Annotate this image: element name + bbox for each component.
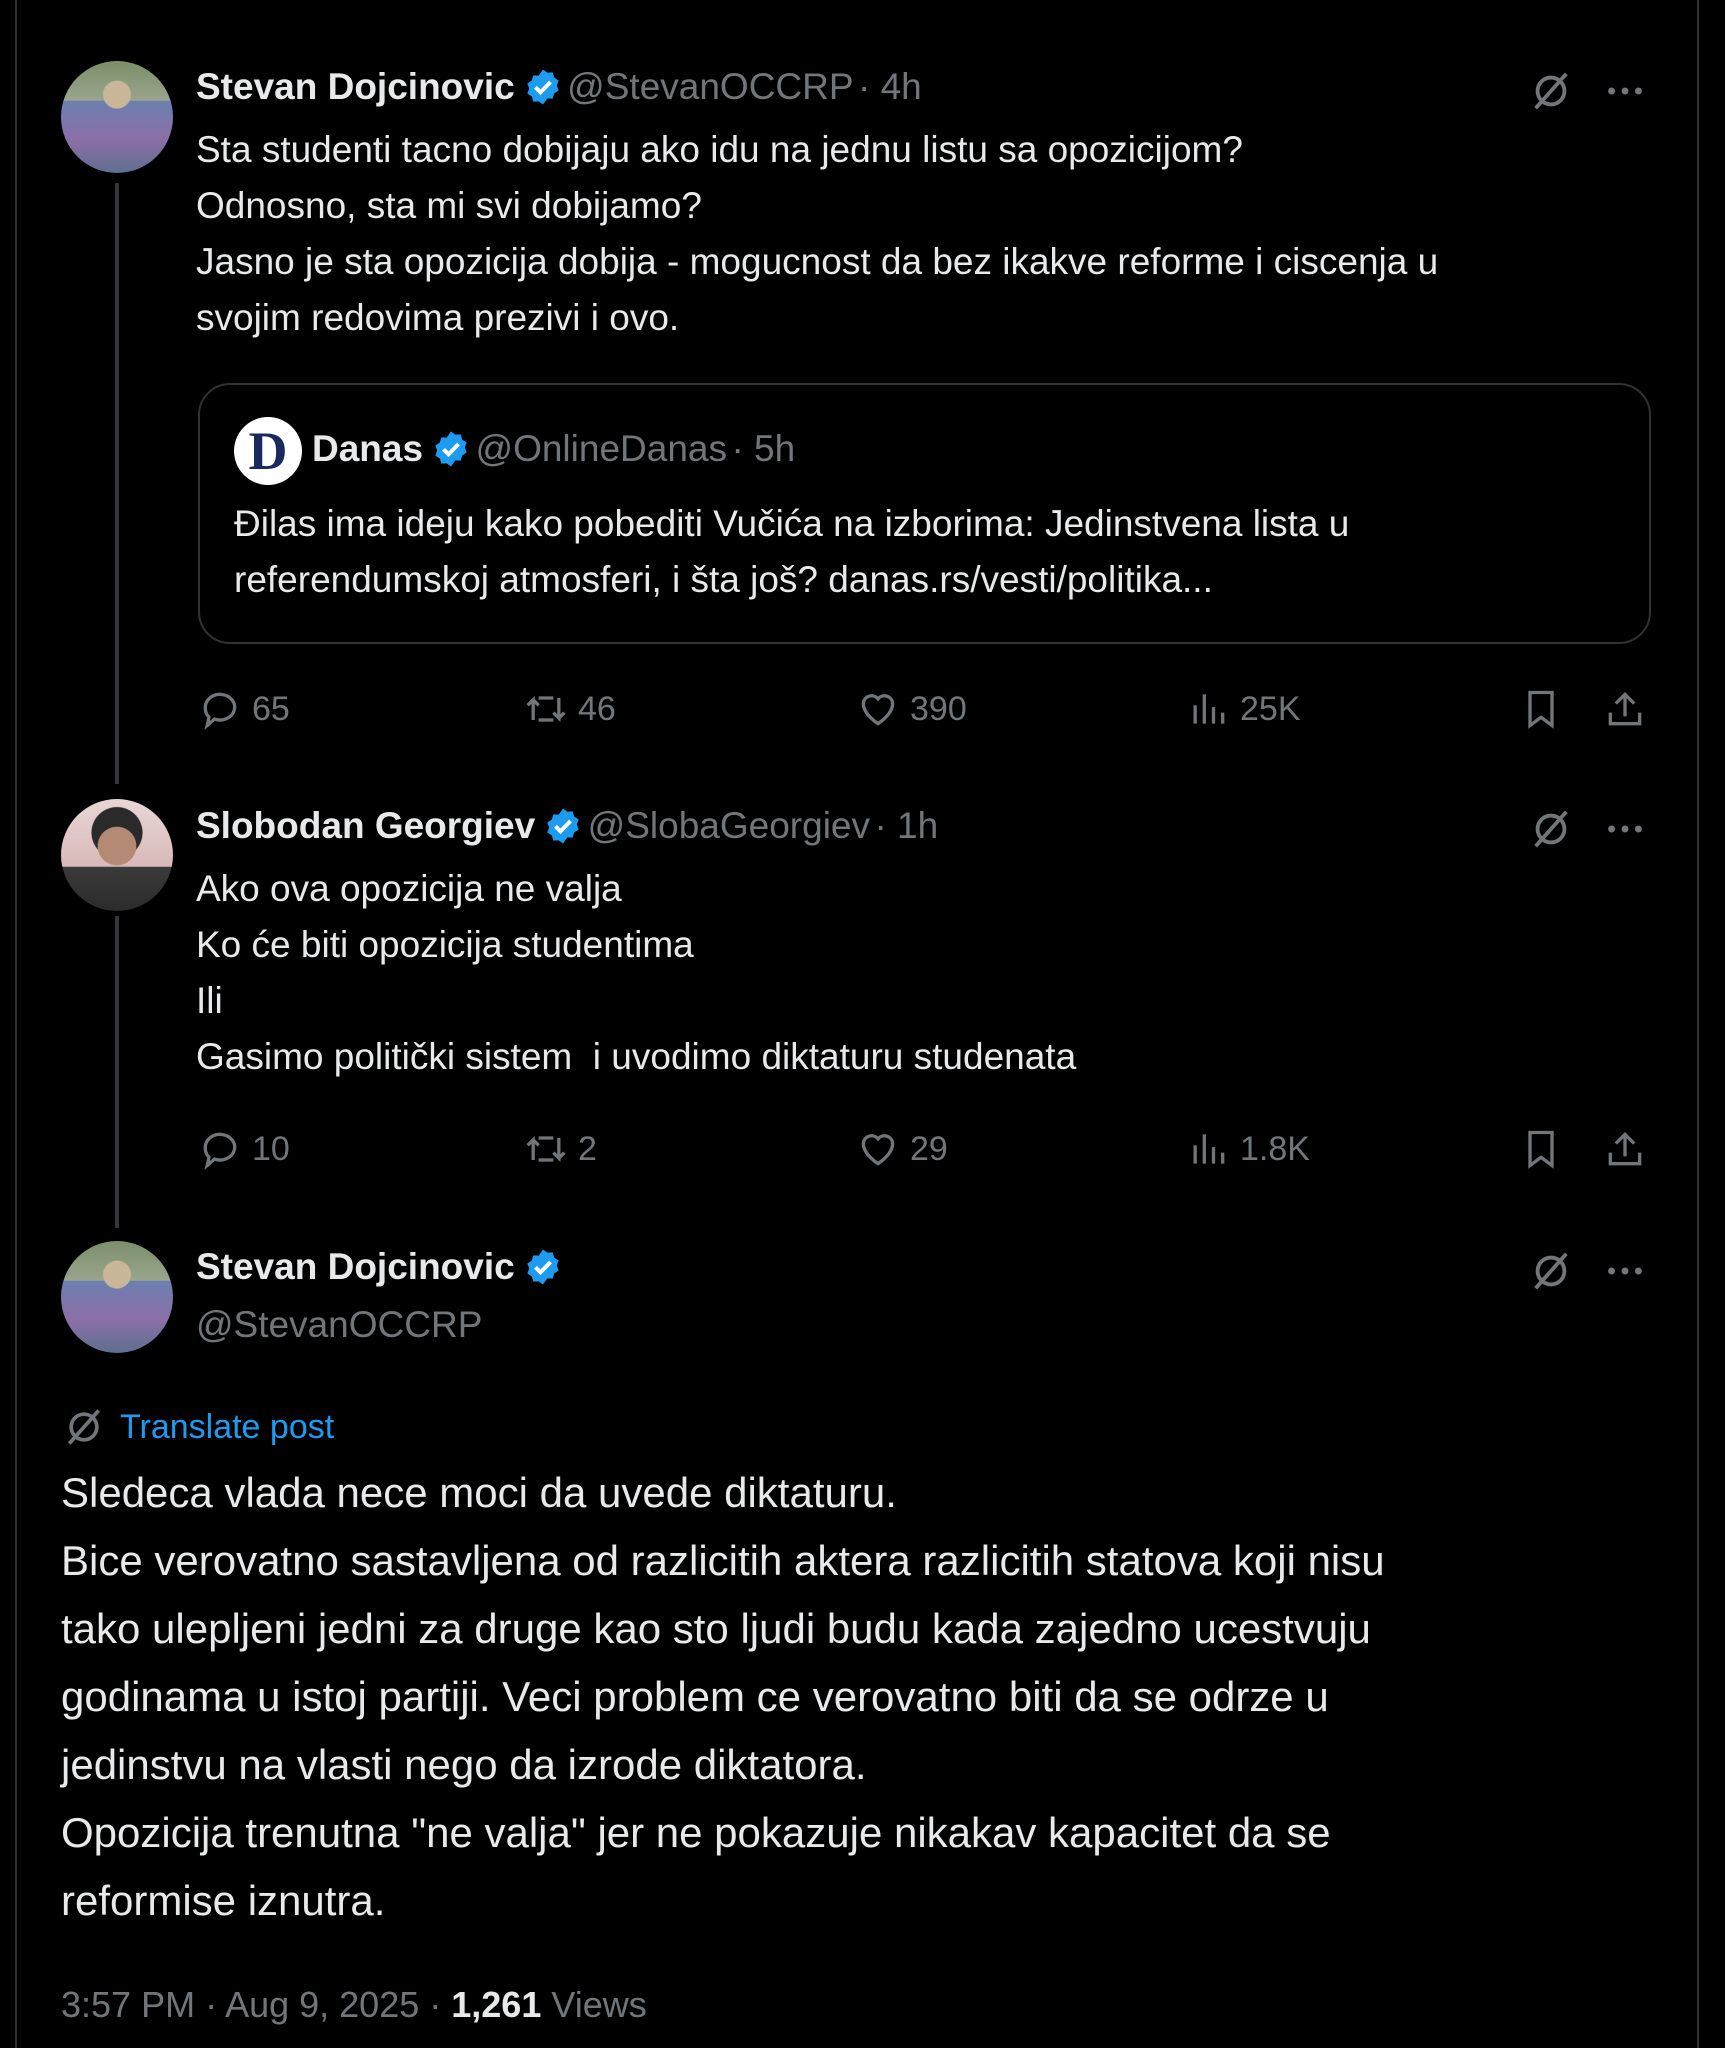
views-icon	[1186, 1127, 1230, 1171]
avatar[interactable]	[61, 799, 173, 911]
like-count: 390	[910, 689, 967, 728]
bookmark-icon	[1519, 687, 1563, 731]
text-line: Sledeca vlada nece moci da uvede diktaturu.	[61, 1469, 897, 1516]
text-line: godinama u istoj partiji. Veci problem ce verovatno biti da se odrze u	[61, 1673, 1329, 1720]
verified-badge-icon	[523, 1247, 563, 1287]
translate-post-button[interactable]	[62, 1405, 334, 1449]
main-tweet-text	[61, 1459, 1385, 1935]
text-line: svojim redovima prezivi i ovo.	[196, 297, 680, 338]
share-button[interactable]	[1603, 1127, 1647, 1171]
grok-icon[interactable]	[1528, 1248, 1574, 1294]
share-icon	[1603, 1127, 1647, 1171]
tweet-header	[196, 805, 938, 847]
tweet-header	[196, 1246, 563, 1288]
more-icon[interactable]	[1602, 1248, 1648, 1294]
author-handle[interactable]: @StevanOCCRP	[196, 1304, 483, 1345]
quote-time: · 5h	[731, 428, 796, 469]
reply-count: 65	[252, 689, 290, 728]
avatar[interactable]	[61, 61, 173, 173]
author-name[interactable]: Stevan Dojcinovic	[196, 1246, 515, 1287]
verified-badge-icon	[543, 806, 583, 846]
like-button[interactable]	[856, 687, 967, 731]
author-handle[interactable]: @StevanOCCRP	[567, 66, 854, 107]
like-button[interactable]	[856, 1127, 948, 1171]
quote-header	[312, 428, 795, 470]
grok-icon[interactable]	[1528, 68, 1574, 114]
post-meta	[61, 1984, 647, 2026]
post-timestamp[interactable]: 3:57 PM · Aug 9, 2025 ·	[61, 1984, 442, 2025]
repost-button[interactable]	[524, 1127, 597, 1171]
bookmark-button[interactable]	[1519, 1127, 1563, 1171]
repost-button[interactable]	[524, 687, 616, 731]
post-time[interactable]: · 1h	[874, 805, 939, 846]
heart-icon	[856, 1127, 900, 1171]
post-time[interactable]: · 4h	[858, 66, 922, 107]
tweet-header	[196, 66, 922, 108]
views-count: 1.8K	[1240, 1129, 1310, 1168]
reply-count: 10	[252, 1129, 290, 1168]
repost-icon	[524, 687, 568, 731]
thread-line	[115, 183, 119, 784]
quote-author-name: Danas	[312, 428, 424, 469]
text-line: referendumskoj atmosferi, i šta još? danas.rs/vesti/politika...	[234, 559, 1213, 600]
heart-icon	[856, 687, 900, 731]
translate-icon	[62, 1405, 106, 1449]
bookmark-icon	[1519, 1127, 1563, 1171]
text-line: Odnosno, sta mi svi dobijamo?	[196, 185, 702, 226]
text-line: jedinstvu na vlasti nego da izrode diktatora.	[61, 1741, 867, 1788]
reply-icon	[198, 687, 242, 731]
reply-icon	[198, 1127, 242, 1171]
verified-badge-icon	[523, 67, 563, 107]
text-line: Sta studenti tacno dobijaju ako idu na jednu listu sa opozicijom?	[196, 129, 1243, 170]
reply-button[interactable]	[198, 687, 290, 731]
thread-line	[115, 916, 119, 1228]
bookmark-button[interactable]	[1519, 687, 1563, 731]
text-line: reformise iznutra.	[61, 1877, 386, 1924]
repost-icon	[524, 1127, 568, 1171]
text-line: Bice verovatno sastavljena od razlicitih aktera razlicitih statova koji nisu	[61, 1537, 1385, 1584]
repost-count: 46	[578, 689, 616, 728]
author-name[interactable]: Slobodan Georgiev	[196, 805, 536, 846]
views-count: 25K	[1240, 689, 1301, 728]
quote-author-handle: @OnlineDanas	[475, 428, 727, 469]
quote-text	[234, 496, 1349, 608]
grok-icon[interactable]	[1528, 806, 1574, 852]
author-name[interactable]: Stevan Dojcinovic	[196, 66, 515, 107]
author-handle[interactable]: @SlobaGeorgiev	[587, 805, 870, 846]
text-line: Ako ova opozicija ne valja	[196, 868, 622, 909]
views-button[interactable]	[1186, 1127, 1310, 1171]
text-line: Opozicija trenutna "ne valja" jer ne pokazuje nikakav kapacitet da se	[61, 1809, 1331, 1856]
reply-button[interactable]	[198, 1127, 290, 1171]
tweet-text	[196, 122, 1438, 346]
text-line: Đilas ima ideju kako pobediti Vučića na izborima: Jedinstvena lista u	[234, 503, 1350, 544]
views-icon	[1186, 687, 1230, 731]
text-line: Ko će biti opozicija studentima	[196, 924, 694, 965]
danas-logo: D	[234, 417, 302, 485]
repost-count: 2	[578, 1129, 597, 1168]
more-icon[interactable]	[1602, 68, 1648, 114]
avatar[interactable]	[61, 1241, 173, 1353]
text-line: Gasimo politički sistem i uvodimo diktaturu studenata	[196, 1036, 1077, 1077]
views-button[interactable]	[1186, 687, 1301, 731]
verified-badge-icon	[431, 429, 471, 469]
text-line: Jasno je sta opozicija dobija - mogucnost da bez ikakve reforme i ciscenja u	[196, 241, 1439, 282]
text-line: Ili	[196, 980, 223, 1021]
views-label: Views	[551, 1984, 647, 2025]
share-icon	[1603, 687, 1647, 731]
more-icon[interactable]	[1602, 806, 1648, 852]
tweet-text	[196, 861, 1076, 1085]
translate-label: Translate post	[120, 1407, 335, 1446]
share-button[interactable]	[1603, 687, 1647, 731]
like-count: 29	[910, 1129, 948, 1168]
views-count: 1,261	[451, 1984, 542, 2025]
text-line: tako ulepljeni jedni za druge kao sto ljudi budu kada zajedno ucestvuju	[61, 1605, 1371, 1652]
